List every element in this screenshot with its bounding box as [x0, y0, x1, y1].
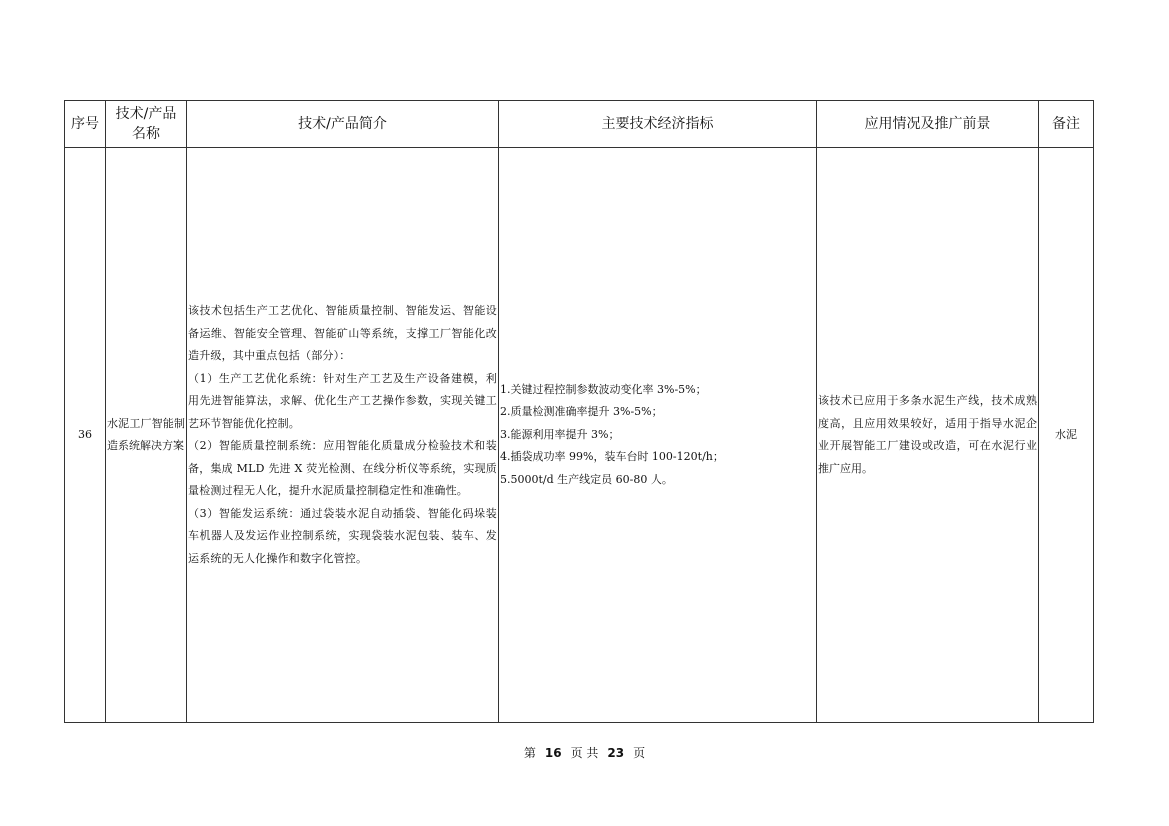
- metric-item: 2.质量检测准确率提升 3%-5%；: [500, 405, 663, 419]
- cell-seq: 36: [65, 148, 106, 723]
- product-name: 水泥工厂智能制造系统解决方案: [107, 416, 185, 452]
- cell-metrics: [499, 148, 817, 723]
- application-text: 该技术已应用于多条水泥生产线，技术成熟度高，且应用效果较好，适用于指导水泥企业开展智能工厂建设或改造，可在水泥行业推广应用。: [818, 394, 1037, 475]
- intro-paragraph: 该技术包括生产工艺优化、智能质量控制、智能发运、智能设备运维、智能安全管理、智能矿山等系统，支撑工厂智能化改造升级，其中重点包括（部分）：: [188, 304, 497, 362]
- footer-middle: 页 共: [570, 746, 599, 760]
- page-footer: [0, 744, 1169, 761]
- cell-intro: [187, 148, 499, 723]
- intro-paragraph: （3）智能发运系统：通过袋装水泥自动插袋、智能化码垛装车机器人及发运作业控制系统，实现袋装水泥包装、装车、发运系统的无人化操作和数字化管控。: [188, 506, 497, 565]
- header-metrics: 主要技术经济指标: [499, 101, 817, 148]
- current-page-number: 16: [544, 746, 562, 760]
- header-seq: 序号: [65, 101, 106, 148]
- cell-application: [817, 148, 1039, 723]
- cell-name: [106, 148, 187, 723]
- metric-item: 3.能源利用率提升 3%；: [500, 427, 620, 441]
- header-name: [106, 101, 187, 148]
- header-remark: 备注: [1039, 101, 1094, 148]
- metric-item: 4.插袋成功率 99%，装车台时 100-120t/h；: [500, 450, 724, 464]
- metric-item: 1.关键过程控制参数波动变化率 3%-5%；: [500, 382, 707, 396]
- metric-item: 5.5000t/d 生产线定员 60-80 人。: [500, 472, 673, 486]
- header-name-text: 技术/产品名称: [115, 106, 177, 142]
- total-page-number: 23: [607, 746, 625, 760]
- technology-table: [64, 100, 1094, 723]
- header-application: 应用情况及推广前景: [817, 101, 1039, 148]
- header-intro: 技术/产品简介: [187, 101, 499, 148]
- footer-prefix: 第: [523, 746, 536, 760]
- intro-paragraph: （2）智能质量控制系统：应用智能化质量成分检验技术和装备，集成 MLD 先进 X 荧光检测、在线分析仪等系统，实现质量检测过程无人化，提升水泥质量控制稳定性和准确性。: [188, 439, 497, 497]
- footer-suffix: 页: [633, 746, 646, 760]
- table-row: [65, 148, 1094, 723]
- table-header-row: [65, 101, 1094, 148]
- intro-paragraph: （1）生产工艺优化系统：针对生产工艺及生产设备建模，利用先进智能算法，求解、优化生产工艺操作参数，实现关键工艺环节智能优化控制。: [188, 371, 497, 430]
- cell-remark: 水泥: [1039, 148, 1094, 723]
